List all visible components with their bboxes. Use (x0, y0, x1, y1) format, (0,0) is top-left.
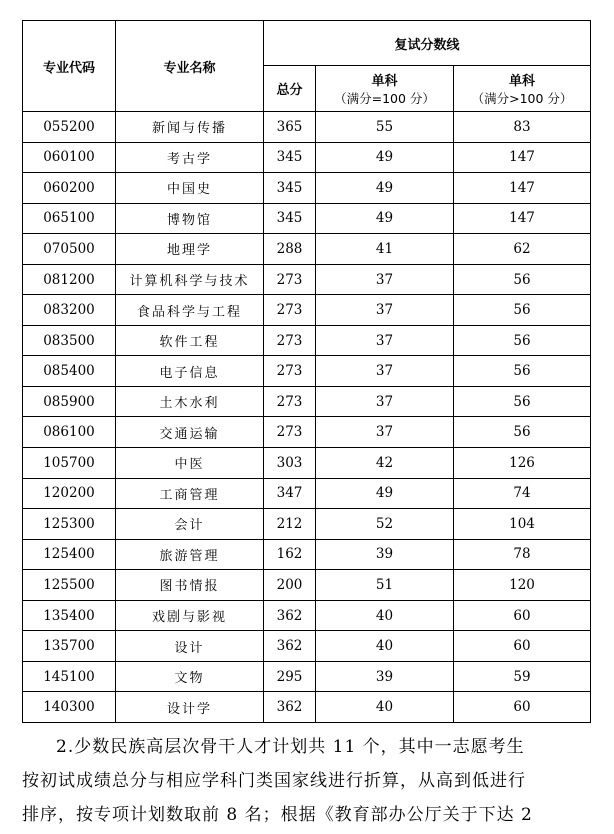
cell-code: 085900 (23, 386, 116, 417)
cell-name: 设计学 (116, 692, 264, 723)
cell-single-over-100: 83 (454, 112, 591, 143)
table-row (23, 386, 591, 417)
table-row (23, 539, 591, 570)
cell-single-100: 49 (316, 142, 454, 173)
cell-single-100: 49 (316, 478, 454, 509)
cell-total: 212 (264, 509, 316, 540)
header-name: 专业名称 (116, 21, 264, 112)
table-row (23, 661, 591, 692)
table-row (23, 631, 591, 662)
cell-single-over-100: 60 (454, 692, 591, 723)
cell-total: 200 (264, 570, 316, 601)
paragraph-line: 2.少数民族高层次骨干人才计划共 11 个，其中一志愿考生 (56, 737, 525, 757)
table-row (23, 570, 591, 601)
cell-name: 计算机科学与技术 (116, 264, 264, 295)
cell-total: 362 (264, 600, 316, 631)
cell-total: 273 (264, 356, 316, 387)
cell-total: 273 (264, 325, 316, 356)
cell-name: 软件工程 (116, 325, 264, 356)
cell-name: 博物馆 (116, 203, 264, 234)
cell-code: 081200 (23, 264, 116, 295)
cell-total: 273 (264, 295, 316, 326)
cell-single-100: 37 (316, 386, 454, 417)
cell-name: 土木水利 (116, 386, 264, 417)
cell-single-over-100: 147 (454, 173, 591, 204)
table-row (23, 356, 591, 387)
cell-single-over-100: 120 (454, 570, 591, 601)
cell-total: 345 (264, 203, 316, 234)
cell-total: 162 (264, 539, 316, 570)
body-paragraph (22, 730, 592, 832)
table-row (23, 417, 591, 448)
cell-single-100: 49 (316, 173, 454, 204)
cell-code: 060200 (23, 173, 116, 204)
cell-total: 362 (264, 631, 316, 662)
table-row (23, 692, 591, 723)
cell-total: 345 (264, 173, 316, 204)
table-row (23, 142, 591, 173)
cell-total: 288 (264, 234, 316, 265)
cell-total: 273 (264, 264, 316, 295)
header-single-100-label: 单科 (371, 74, 398, 89)
cell-single-over-100: 56 (454, 325, 591, 356)
cell-single-over-100: 56 (454, 295, 591, 326)
cell-single-100: 52 (316, 509, 454, 540)
table-row (23, 448, 591, 479)
cell-total: 295 (264, 661, 316, 692)
cell-code: 060100 (23, 142, 116, 173)
paragraph-line: 排序，按专项计划数取前 8 名；根据《教育部办公厅关于下达 2 (22, 805, 533, 825)
table-row (23, 234, 591, 265)
cell-single-100: 51 (316, 570, 454, 601)
cell-total: 362 (264, 692, 316, 723)
cell-total: 345 (264, 142, 316, 173)
cell-code: 135700 (23, 631, 116, 662)
cell-name: 设计 (116, 631, 264, 662)
table-row (23, 478, 591, 509)
cell-single-100: 41 (316, 234, 454, 265)
cell-code: 070500 (23, 234, 116, 265)
table-row (23, 203, 591, 234)
cell-code: 055200 (23, 112, 116, 143)
cell-name: 图书情报 (116, 570, 264, 601)
cell-single-over-100: 147 (454, 142, 591, 173)
cell-single-over-100: 59 (454, 661, 591, 692)
cell-single-over-100: 60 (454, 631, 591, 662)
table-row (23, 173, 591, 204)
cell-single-100: 40 (316, 600, 454, 631)
cell-total: 273 (264, 386, 316, 417)
cell-name: 会计 (116, 509, 264, 540)
cell-code: 125400 (23, 539, 116, 570)
cell-name: 地理学 (116, 234, 264, 265)
cell-code: 086100 (23, 417, 116, 448)
paragraph-line: 按初试成绩总分与相应学科门类国家线进行折算，从高到低进行 (22, 771, 526, 791)
cell-single-100: 39 (316, 539, 454, 570)
cell-single-over-100: 74 (454, 478, 591, 509)
cell-code: 125300 (23, 509, 116, 540)
cell-code: 105700 (23, 448, 116, 479)
cell-single-100: 37 (316, 325, 454, 356)
cell-name: 食品科学与工程 (116, 295, 264, 326)
cell-code: 120200 (23, 478, 116, 509)
cell-code: 065100 (23, 203, 116, 234)
cell-code: 083200 (23, 295, 116, 326)
cell-name: 交通运输 (116, 417, 264, 448)
cell-single-100: 37 (316, 356, 454, 387)
cell-name: 戏剧与影视 (116, 600, 264, 631)
cell-code: 135400 (23, 600, 116, 631)
cell-name: 新闻与传播 (116, 112, 264, 143)
cell-name: 中医 (116, 448, 264, 479)
header-total: 总分 (264, 66, 316, 112)
cell-total: 347 (264, 478, 316, 509)
cell-single-over-100: 60 (454, 600, 591, 631)
cell-single-over-100: 56 (454, 264, 591, 295)
header-single-over-100-note: （满分>100 分） (471, 91, 573, 106)
table-body (23, 112, 591, 723)
cell-single-over-100: 62 (454, 234, 591, 265)
cell-name: 中国史 (116, 173, 264, 204)
cell-single-over-100: 56 (454, 386, 591, 417)
cell-total: 365 (264, 112, 316, 143)
cell-code: 145100 (23, 661, 116, 692)
cell-name: 文物 (116, 661, 264, 692)
cell-single-over-100: 147 (454, 203, 591, 234)
header-code: 专业代码 (23, 21, 116, 112)
table-row (23, 295, 591, 326)
table-row (23, 112, 591, 143)
cell-single-100: 40 (316, 631, 454, 662)
cell-single-over-100: 56 (454, 356, 591, 387)
cell-single-over-100: 78 (454, 539, 591, 570)
cell-single-100: 37 (316, 417, 454, 448)
cell-code: 083500 (23, 325, 116, 356)
cell-single-100: 37 (316, 295, 454, 326)
header-single-100 (316, 66, 454, 112)
score-table (22, 20, 591, 723)
cell-code: 140300 (23, 692, 116, 723)
cell-single-100: 39 (316, 661, 454, 692)
cell-single-100: 42 (316, 448, 454, 479)
cell-total: 273 (264, 417, 316, 448)
cell-code: 125500 (23, 570, 116, 601)
cell-total: 303 (264, 448, 316, 479)
cell-single-over-100: 104 (454, 509, 591, 540)
header-single-over-100-label: 单科 (509, 74, 536, 89)
table-row (23, 600, 591, 631)
cell-single-100: 55 (316, 112, 454, 143)
header-retest: 复试分数线 (264, 21, 591, 66)
cell-single-100: 37 (316, 264, 454, 295)
cell-single-over-100: 56 (454, 417, 591, 448)
cell-name: 电子信息 (116, 356, 264, 387)
cell-single-100: 40 (316, 692, 454, 723)
cell-name: 旅游管理 (116, 539, 264, 570)
header-single-100-note: （满分=100 分） (334, 91, 435, 106)
cell-single-100: 49 (316, 203, 454, 234)
cell-code: 085400 (23, 356, 116, 387)
header-single-over-100 (454, 66, 591, 112)
table-row (23, 325, 591, 356)
cell-name: 考古学 (116, 142, 264, 173)
cell-name: 工商管理 (116, 478, 264, 509)
table-row (23, 264, 591, 295)
table-row (23, 509, 591, 540)
cell-single-over-100: 126 (454, 448, 591, 479)
